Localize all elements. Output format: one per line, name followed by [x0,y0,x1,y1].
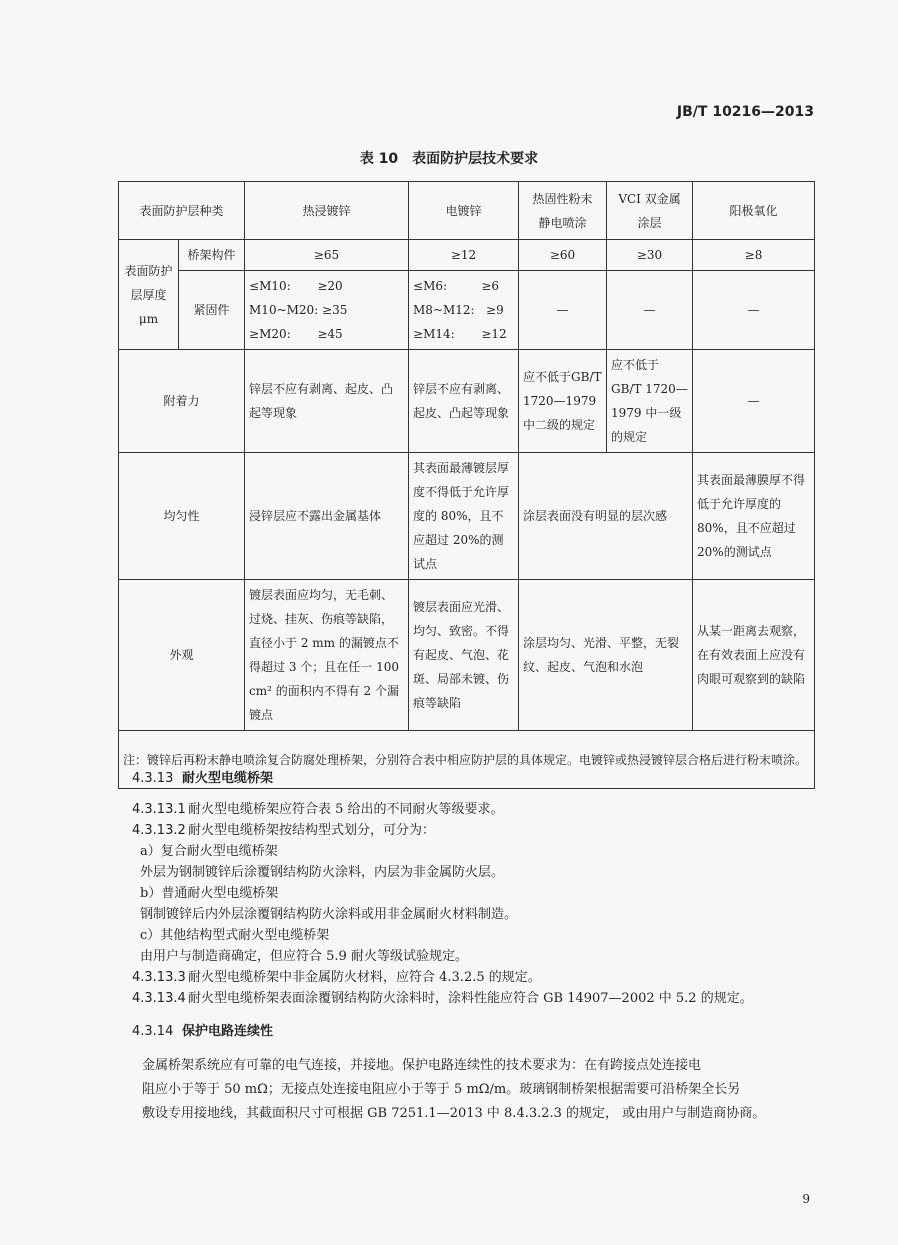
header-electro-cell: 电镀锌 [409,182,519,240]
table-row [119,240,815,271]
table-cell: ≤M10: ≥20 M10~M20: ≥35 ≥M20: ≥45 [245,271,409,350]
section-heading: 4.3.14 保护电路连续性 [132,1024,274,1039]
clause: 4.3.13.2 耐火型电缆桥架按结构型式划分，可分为： [132,823,436,838]
table-cell: 锌层不应有剥离、起皮、凸起等现象 [245,350,409,453]
table-row [119,350,815,453]
table-cell: 镀层表面应均匀，无毛刺、过烧、挂灰、伤痕等缺陷，直径小于 2 mm 的漏镀点不得超过 3 个；且在任一 100 cm² 的面积内不得有 2 个漏镀点 [245,580,409,731]
clause: 4.3.13.4 耐火型电缆桥架表面涂覆钢结构防火涂料时，涂料性能应符合 GB 14907—2002 中 5.2 的规定。 [132,991,753,1006]
paragraph-line: 敷设专用接地线，其截面积尺寸可根据 GB 7251.1—2013 中 8.4.3.2.3 的规定， 或由用户与制造商协商。 [142,1106,766,1121]
list-item: c）其他结构型式耐火型电缆桥架 [140,928,330,943]
list-item: a）复合耐火型电缆桥架 [140,844,278,859]
table-cell: — [693,350,815,453]
header-anodic-cell: 阳极氧化 [693,182,815,240]
table-row [119,580,815,731]
section-heading: 4.3.13 耐火型电缆桥架 [132,771,274,786]
table-cell: ≥65 [245,240,409,271]
body-text [132,768,822,1042]
clause: 4.3.13.1 耐火型电缆桥架应符合表 5 给出的不同耐火等级要求。 [132,802,504,817]
list-item-text: 由用户与制造商确定，但应符合 5.9 耐火等级试验规定。 [140,949,468,964]
adhesion-label-cell: 附着力 [119,350,245,453]
table-note: 注：镀锌后再粉末静电喷涂复合防腐处理桥架，分别符合表中相应防护层的具体规定。电镀锌或热浸镀锌层合格后进行粉末喷涂。 [119,731,815,789]
table-cell: 涂层均匀、光滑、平整，无裂纹、起皮、气泡和水泡 [519,580,693,731]
table-cell: 镀层表面应光滑、均匀、致密。不得有起皮、气泡、花斑、局部未镀、伤痕等缺陷 [409,580,519,731]
table-cell: ≤M6: ≥6 M8~M12: ≥9 ≥M14: ≥12 [409,271,519,350]
table-cell: — [693,271,815,350]
thickness-label-cell: 表面防护 层厚度 μm [119,240,179,350]
header-hot-dip-cell: 热浸镀锌 [245,182,409,240]
bracket-label-cell: 桥架构件 [179,240,245,271]
table-cell: ≥8 [693,240,815,271]
fastener-label-cell: 紧固件 [179,271,245,350]
table-cell: 锌层不应有剥离、起皮、凸起等现象 [409,350,519,453]
table-header-row [119,182,815,240]
appearance-label-cell: 外观 [119,580,245,731]
clause: 4.3.13.3 耐火型电缆桥架中非金属防火材料，应符合 4.3.2.5 的规定。 [132,970,541,985]
paragraph-line: 金属桥架系统应有可靠的电气连接，并接地。保护电路连续性的技术要求为：在有跨接点处连接电 [142,1058,702,1073]
continuity-paragraph [142,1054,818,1126]
list-item: b）普通耐火型电缆桥架 [140,886,279,901]
table-cell: 涂层表面没有明显的层次感 [519,453,693,580]
header-vci-cell: VCI 双金属 涂层 [607,182,693,240]
table-cell: — [607,271,693,350]
table-cell: 浸锌层应不露出金属基体 [245,453,409,580]
table-cell: 其表面最薄膜厚不得低于允许厚度的 80%，且不应超过 20%的测试点 [693,453,815,580]
header-powder-cell: 热固性粉末 静电喷涂 [519,182,607,240]
table-caption: 表 10 表面防护层技术要求 [359,151,539,167]
page-number: 9 [802,1192,810,1206]
document-code: JB/T 10216—2013 [676,104,814,120]
table-cell: ≥30 [607,240,693,271]
list-item-text: 钢制镀锌后内外层涂覆钢结构防火涂料或用非金属耐火材料制造。 [140,907,518,922]
table-cell: 其表面最薄镀层厚度不得低于允许厚度的 80%，且不应超过 20%的测试点 [409,453,519,580]
table-cell: 从某一距离去观察，在有效表面上应没有肉眼可观察到的缺陷 [693,580,815,731]
table-cell: ≥60 [519,240,607,271]
table-cell: ≥12 [409,240,519,271]
table-cell: 应不低于GB/T 1720—1979 中二级的规定 [519,350,607,453]
uniformity-label-cell: 均匀性 [119,453,245,580]
table-cell: 应不低于GB/T 1720—1979 中一级的规定 [607,350,693,453]
header-type-cell: 表面防护层种类 [119,182,245,240]
paragraph-line: 阻应小于等于 50 mΩ；无接点处连接电阻应小于等于 5 mΩ/m。玻璃钢制桥架根据需要可沿桥架全长另 [142,1082,741,1097]
table-cell: — [519,271,607,350]
table-row [119,271,815,350]
spec-table [118,181,815,789]
table-row [119,453,815,580]
list-item-text: 外层为钢制镀锌后涂覆钢结构防火涂料，内层为非金属防火层。 [140,865,505,880]
